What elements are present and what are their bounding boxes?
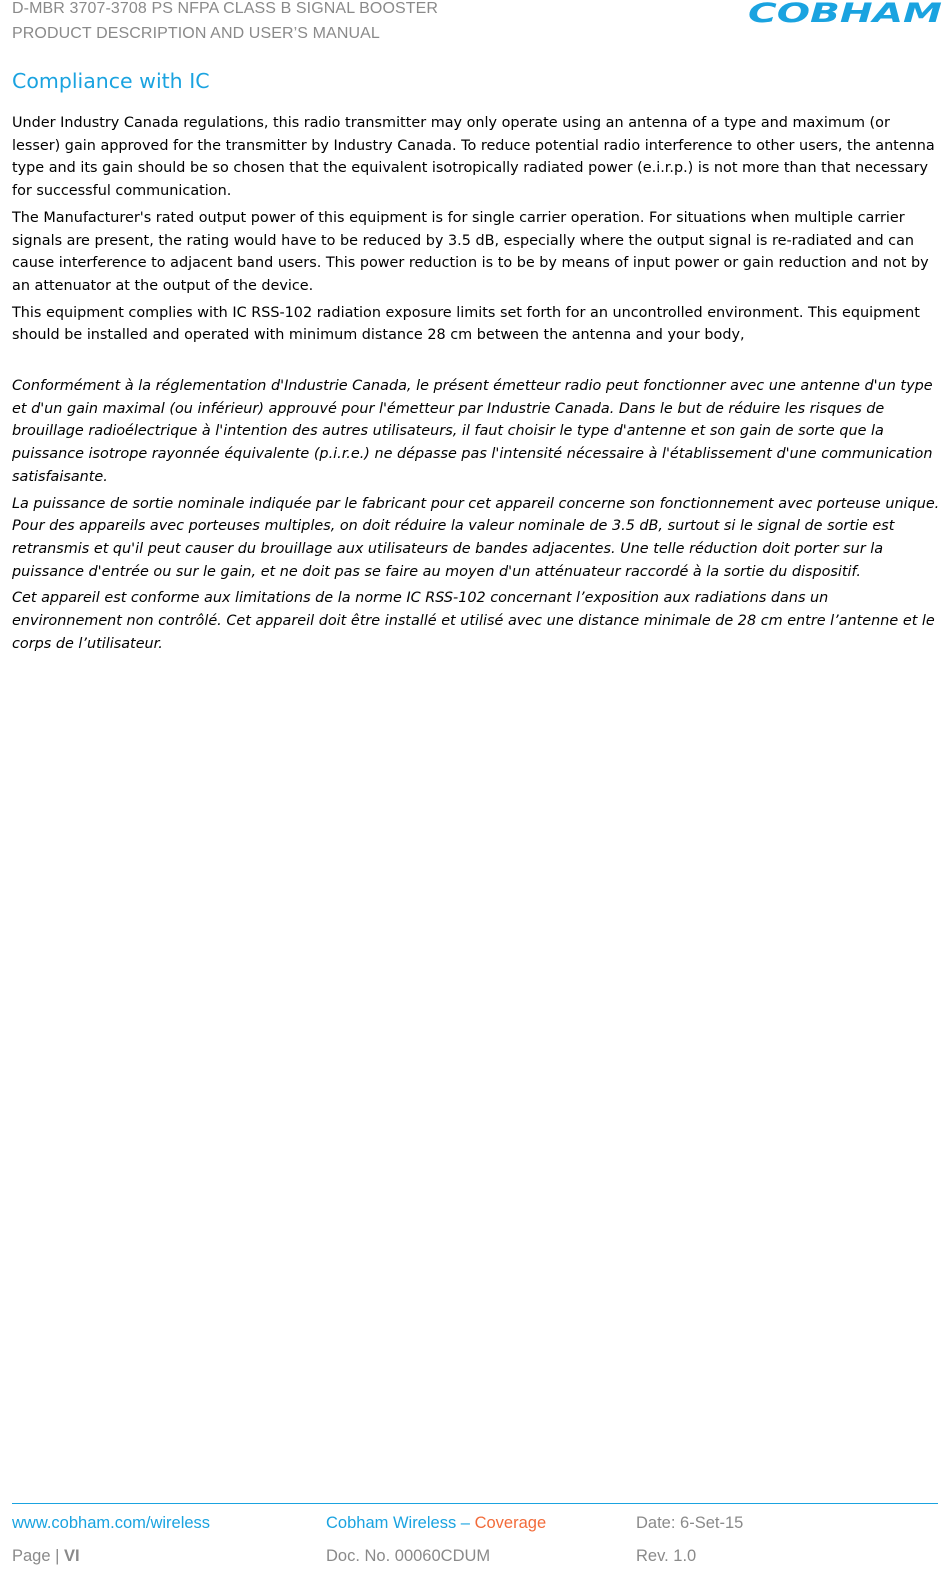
footer-doc-number: Doc. No. 00060CDUM bbox=[326, 1547, 491, 1565]
footer-company-name: Cobham Wireless bbox=[326, 1514, 457, 1532]
header-title-line1: D-MBR 3707-3708 PS NFPA CLASS B SIGNAL BOOSTER bbox=[12, 0, 439, 17]
footer-website-link[interactable]: www.cobham.com/wireless bbox=[12, 1514, 211, 1532]
body-content bbox=[12, 112, 942, 659]
paragraph-en-3: This equipment complies with IC RSS-102 radiation exposure limits set forth for an uncontrolled environment. This equipment should be installed and operated with minimum distance 28 cm between the antenna and your body, bbox=[12, 304, 920, 344]
footer-division: Coverage bbox=[474, 1514, 547, 1532]
paragraph-en-1: Under Industry Canada regulations, this radio transmitter may only operate using an antenna of a type and maximum (or lesser) gain approved for the transmitter by Industry Canada. To reduce potential radio interference to other users, the antenna type and its gain should be so chosen that the equivalent isotropically radiated power (e.i.r.p.) is not more than that necessary for successful communication. bbox=[12, 115, 935, 200]
paragraph-fr-2: La puissance de sortie nominale indiquée par le fabricant pour cet appareil concerne son fonctionnement avec porteuse unique. Pour des appareils avec porteuses multiples, on doit réduire la valeur nominale de 3.5 dB, surtout si le signal de sortie est retransmis et qu'il peut causer du brouillage aux utilisateurs de bandes adjacentes. Une telle réduction doit porter sur la puissance d'entrée ou sur le gain, et ne doit pas se faire au moyen d'un atténuateur raccordé à la sortie du dispositif. bbox=[12, 495, 940, 580]
footer-page-label: Page | bbox=[12, 1547, 64, 1565]
footer-company-dash: – bbox=[456, 1514, 475, 1532]
footer-company bbox=[326, 1514, 546, 1533]
cobham-logo bbox=[746, 0, 946, 30]
footer-date: Date: 6-Set-15 bbox=[636, 1514, 744, 1532]
paragraph-en-2: The Manufacturer's rated output power of this equipment is for single carrier operation. For situations when multiple carrier signals are present, the rating would have to be reduced by 3.5 dB, especially where the output signal is re-radiated and can cause interference to adjacent band users. This power reduction is to be by means of input power or gain reduction and not by an attenuator at the output of the device. bbox=[12, 209, 929, 294]
footer-page bbox=[12, 1547, 80, 1566]
footer-revision: Rev. 1.0 bbox=[636, 1547, 697, 1565]
paragraph-fr-1: Conformément à la réglementation d'Industrie Canada, le présent émetteur radio peut fonctionner avec une antenne d'un type et d'un gain maximal (ou inférieur) approuvé pour l'émetteur par Industrie Canada. Dans le but de réduire les risques de brouillage radioélectrique à l'intention des autres utilisateurs, il faut choisir le type d'antenne et son gain de sorte que la puissance isotrope rayonnée équivalente (p.i.r.e.) ne dépasse pas l'intensité nécessaire à l'établissement d'une communication satisfaisante. bbox=[12, 378, 933, 485]
section-title: Compliance with IC bbox=[12, 69, 210, 93]
footer-divider bbox=[12, 1503, 938, 1504]
svg-text:COBHAM: COBHAM bbox=[748, 0, 943, 26]
paragraph-fr-3: Cet appareil est conforme aux limitations de la norme IC RSS-102 concernant l’exposition aux radiations dans un environnement non contrôlé. Cet appareil doit être installé et utilisé avec une distance minimale de 28 cm entre l’antenne et le corps de l’utilisateur. bbox=[12, 590, 935, 652]
footer-page-number: VI bbox=[64, 1547, 80, 1565]
header-title-line2: PRODUCT DESCRIPTION AND USER’S MANUAL bbox=[12, 25, 380, 42]
